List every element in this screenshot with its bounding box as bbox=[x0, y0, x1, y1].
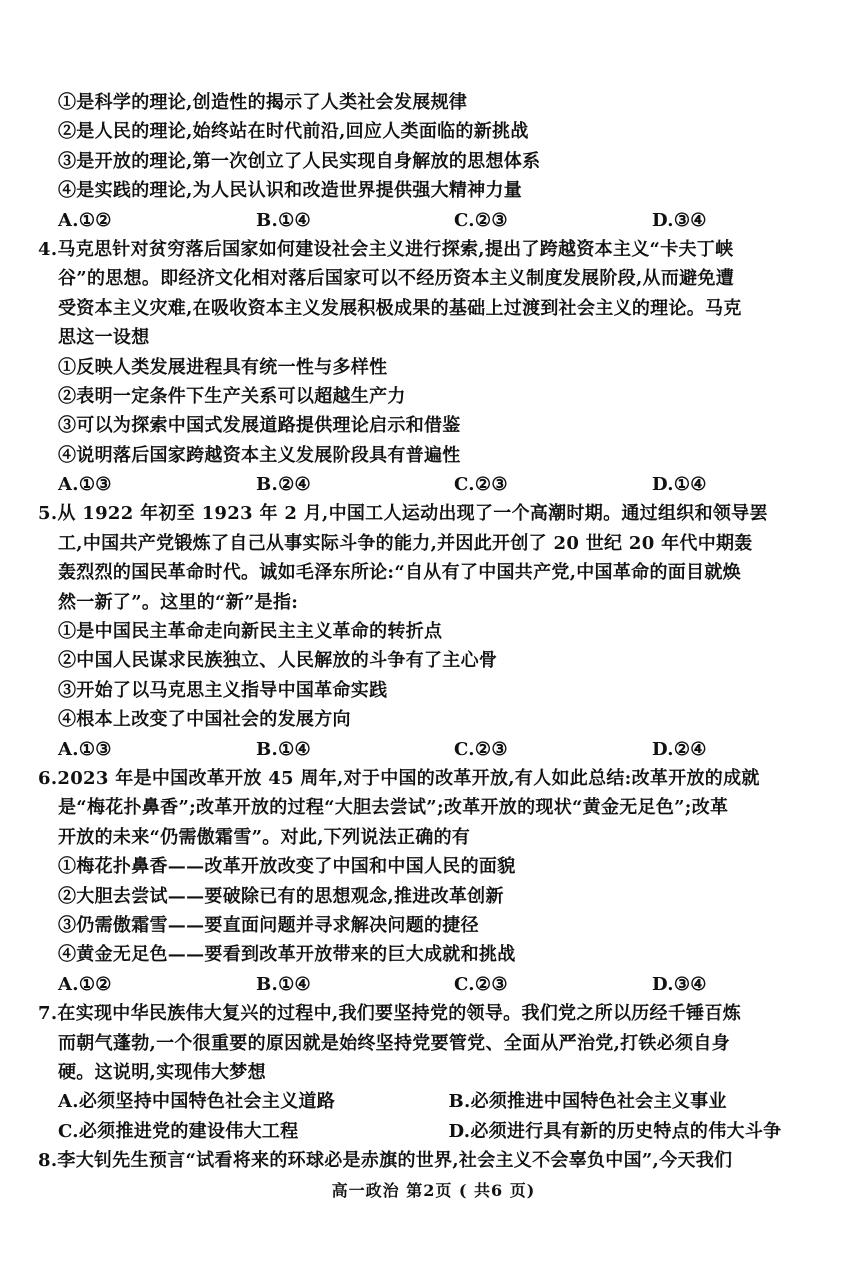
q5-choice-a: A.①③ bbox=[58, 738, 112, 760]
q5-choice-d: D.②④ bbox=[652, 738, 707, 760]
q7-choice-a: A.必须坚持中国特色社会主义道路 bbox=[58, 1091, 336, 1113]
q3-option-4: ④是实践的理论,为人民认识和改造世界提供强大精神力量 bbox=[58, 180, 523, 202]
q3-option-2: ②是人民的理论,始终站在时代前沿,回应人类面临的新挑战 bbox=[58, 121, 529, 143]
q3-option-1: ①是科学的理论,创造性的揭示了人类社会发展规律 bbox=[58, 92, 468, 113]
q3-option-3: ③是开放的理论,第一次创立了人民实现自身解放的思想体系 bbox=[58, 150, 541, 172]
q4-choice-a: A.①③ bbox=[58, 474, 112, 496]
q7-choice-c: C.必须推进党的建设伟大工程 bbox=[58, 1120, 299, 1142]
q7-stem-line-2: 而朝气蓬勃,一个很重要的原因就是始终坚持党要管党、全面从严治党,打铁必须自身 bbox=[58, 1032, 730, 1054]
page-footer: 高一政治 第2页 ( 共6 页) bbox=[331, 1181, 536, 1200]
q3-choice-d: D.③④ bbox=[652, 209, 707, 231]
q3-choices bbox=[38, 206, 839, 235]
question-6 bbox=[38, 764, 839, 999]
question-4 bbox=[38, 235, 839, 500]
question-7 bbox=[38, 999, 839, 1146]
q6-stem-line-2: 是“梅花扑鼻香”;改革开放的过程“大胆去尝试”;改革开放的现状“黄金无足色”;改革 bbox=[58, 797, 729, 819]
q5-option-3: ③开始了以马克思主义指导中国革命实践 bbox=[58, 679, 388, 701]
q4-choice-b: B.②④ bbox=[256, 474, 311, 496]
q5-stem-line-2: 工,中国共产党锻炼了自己从事实际斗争的能力,并因此开创了 20 世纪 20 年代中期轰 bbox=[58, 532, 753, 554]
q6-option-3: ③仍需傲霜雪——要直面问题并寻求解决问题的捷径 bbox=[58, 914, 479, 936]
q7-choice-d: D.必须进行具有新的历史特点的伟大斗争 bbox=[448, 1120, 782, 1142]
question-8 bbox=[38, 1146, 839, 1175]
q4-option-3: ③可以为探索中国式发展道路提供理论启示和借鉴 bbox=[58, 415, 461, 437]
q6-option-4: ④黄金无足色——要看到改革开放带来的巨大成就和挑战 bbox=[58, 944, 516, 966]
q5-stem-line-1: 5.从 1922 年初至 1923 年 2 月,中国工人运动出现了一个高潮时期。通过组织和领导罢 bbox=[38, 503, 768, 525]
q6-choice-b: B.①④ bbox=[256, 973, 311, 995]
q7-choices-row-1 bbox=[38, 1087, 839, 1116]
q6-choice-a: A.①② bbox=[58, 973, 112, 995]
q8-stem-line-1: 8.李大钊先生预言“试看将来的环球必是赤旗的世界,社会主义不会辜负中国”,今天我们 bbox=[38, 1150, 733, 1172]
q3-choice-c: C.②③ bbox=[454, 209, 508, 231]
q4-stem-line-2: 谷”的思想。即经济文化相对落后国家可以不经历资本主义制度发展阶段,从而避免遭 bbox=[58, 268, 735, 290]
q7-choice-b: B.必须推进中国特色社会主义事业 bbox=[448, 1091, 727, 1113]
q7-stem-line-1: 7.在实现中华民族伟大复兴的过程中,我们要坚持党的领导。我们党之所以历经千锤百炼 bbox=[38, 1003, 742, 1025]
q6-stem-line-1: 6.2023 年是中国改革开放 45 周年,对于中国的改革开放,有人如此总结:改革开放的成就 bbox=[38, 767, 760, 789]
q3-choice-a: A.①② bbox=[58, 209, 112, 231]
q4-stem-line-1: 4.马克思针对贫穷落后国家如何建设社会主义进行探索,提出了跨越资本主义“卡夫丁峡 bbox=[38, 238, 734, 260]
q3-choice-b: B.①④ bbox=[256, 209, 311, 231]
q4-choice-d: D.①④ bbox=[652, 474, 707, 496]
q4-choice-c: C.②③ bbox=[454, 474, 508, 496]
q5-option-4: ④根本上改变了中国社会的发展方向 bbox=[58, 709, 351, 731]
q6-option-2: ②大胆去尝试——要破除已有的思想观念,推进改革创新 bbox=[58, 885, 504, 907]
q5-stem-line-4: 然一新了”。这里的“新”是指: bbox=[58, 591, 299, 613]
q6-choices bbox=[38, 970, 839, 999]
question-3 bbox=[38, 88, 839, 235]
question-5 bbox=[38, 499, 839, 764]
q6-choice-d: D.③④ bbox=[652, 973, 707, 995]
q4-option-4: ④说明落后国家跨越资本主义发展阶段具有普遍性 bbox=[58, 444, 461, 466]
q6-choice-c: C.②③ bbox=[454, 973, 508, 995]
q5-stem-line-3: 轰烈烈的国民革命时代。诚如毛泽东所论:“自从有了中国共产党,中国革命的面目就焕 bbox=[58, 562, 741, 584]
q4-option-1: ①反映人类发展进程具有统一性与多样性 bbox=[58, 356, 388, 378]
q5-choice-c: C.②③ bbox=[454, 738, 508, 760]
q7-stem-line-3: 硬。这说明,实现伟大梦想 bbox=[58, 1061, 266, 1083]
q5-option-2: ②中国人民谋求民族独立、人民解放的斗争有了主心骨 bbox=[58, 650, 498, 672]
q4-choices bbox=[38, 470, 839, 499]
q4-stem-line-4: 思这一设想 bbox=[58, 327, 150, 349]
q4-option-2: ②表明一定条件下生产关系可以超越生产力 bbox=[58, 385, 406, 407]
q6-option-1: ①梅花扑鼻香——改革开放改变了中国和中国人民的面貌 bbox=[58, 856, 516, 878]
q5-choices bbox=[38, 735, 839, 764]
q5-option-1: ①是中国民主革命走向新民主主义革命的转折点 bbox=[58, 621, 443, 643]
q4-stem-line-3: 受资本主义灾难,在吸收资本主义发展积极成果的基础上过渡到社会主义的理论。马克 bbox=[58, 297, 742, 319]
q7-choices-row-2 bbox=[38, 1117, 839, 1146]
q5-choice-b: B.①④ bbox=[256, 738, 311, 760]
q6-stem-line-3: 开放的未来“仍需傲霜雪”。对此,下列说法正确的有 bbox=[58, 826, 471, 848]
